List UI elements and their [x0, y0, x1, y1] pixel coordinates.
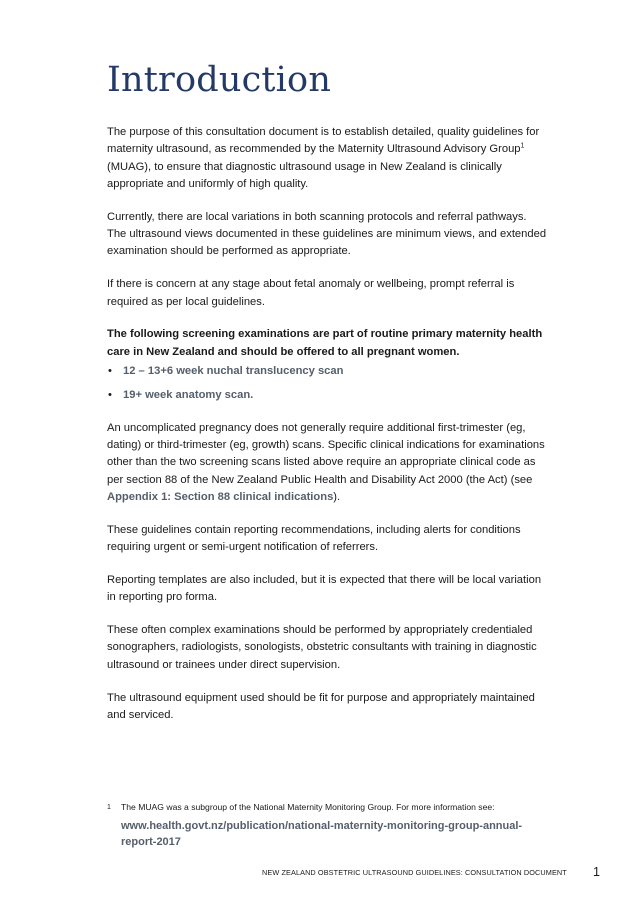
paragraph-reporting-templates: Reporting templates are also included, but it is expected that there will be local variation in reporting pro forma. [107, 574, 542, 604]
appendix-link[interactable]: Appendix 1: Section 88 clinical indications [107, 490, 334, 503]
paragraph-uncomplicated-text: An uncomplicated pregnancy does not generally require additional first-trimester (eg, dating) or third-trimester (eg, growth) scans. Specific clinical indications for examinations other than the two screening scans listed above require an appropriate clinical code as per section 88 of the New Zealand Public Health and Disability Act 2000 (the Act) (see [107, 421, 545, 486]
paragraph-concern: If there is concern at any stage about fetal anomaly or wellbeing, prompt referral is required as per local guidelines. [107, 278, 515, 308]
paragraph-variations: Currently, there are local variations in both scanning protocols and referral pathways. The ultrasound views documented in these guidelines are minimum views, and extended examination should be performed as appropriate. [107, 210, 547, 258]
footnote [107, 801, 547, 850]
list-item-text[interactable]: 19+ week anatomy scan. [123, 388, 254, 401]
page-title: Introduction [107, 60, 332, 100]
paragraph-uncomplicated [107, 420, 547, 506]
footnote-number: 1 [107, 804, 111, 811]
bullet-icon: • [108, 388, 112, 401]
paragraph-purpose-text: The purpose of this consultation document is to establish detailed, quality guidelines for maternity ultrasound, as recommended by the Maternity Ultrasound Advisory Group [107, 126, 540, 156]
footnote-text: The MUAG was a subgroup of the National Maternity Monitoring Group. For more information see: [121, 802, 495, 812]
bullet-icon: • [108, 365, 112, 378]
running-footer: NEW ZEALAND OBSTETRIC ULTRASOUND GUIDELINES: CONSULTATION DOCUMENT [262, 868, 567, 877]
paragraph-uncomplicated-end: ). [333, 490, 341, 503]
footnote-reference[interactable]: 1 [520, 142, 525, 150]
paragraph-reporting-recommendations: These guidelines contain reporting recommendations, including alerts for conditions requiring urgent or semi-urgent notification of referrers. [107, 523, 521, 554]
footnote-link[interactable]: www.health.govt.nz/publication/national-maternity-monitoring-group-annual-report-2017 [121, 820, 523, 848]
paragraph-purpose-text-cont: (MUAG), to ensure that diagnostic ultrasound usage in New Zealand is clinically appropriate and uniformly of high quality. [107, 160, 502, 190]
screening-list [107, 363, 547, 404]
list-item[interactable] [107, 363, 547, 380]
body-content [107, 124, 547, 740]
page-number: 1 [593, 865, 600, 879]
list-item-text[interactable]: 12 – 13+6 week nuchal translucency scan [123, 365, 344, 378]
list-item[interactable] [107, 387, 547, 404]
paragraph-purpose [107, 124, 547, 193]
paragraph-credentialed: These often complex examinations should be performed by appropriately credentialed sonographers, radiologists, sonologists, obstetric consultants with training in diagnostic ultrasound or trainees under direct supervision. [107, 624, 537, 671]
paragraph-equipment: The ultrasound equipment used should be fit for purpose and appropriately maintained and serviced. [107, 691, 535, 721]
screening-heading: The following screening examinations are part of routine primary maternity health care in New Zealand and should be offered to all pregnant women. [107, 328, 543, 358]
